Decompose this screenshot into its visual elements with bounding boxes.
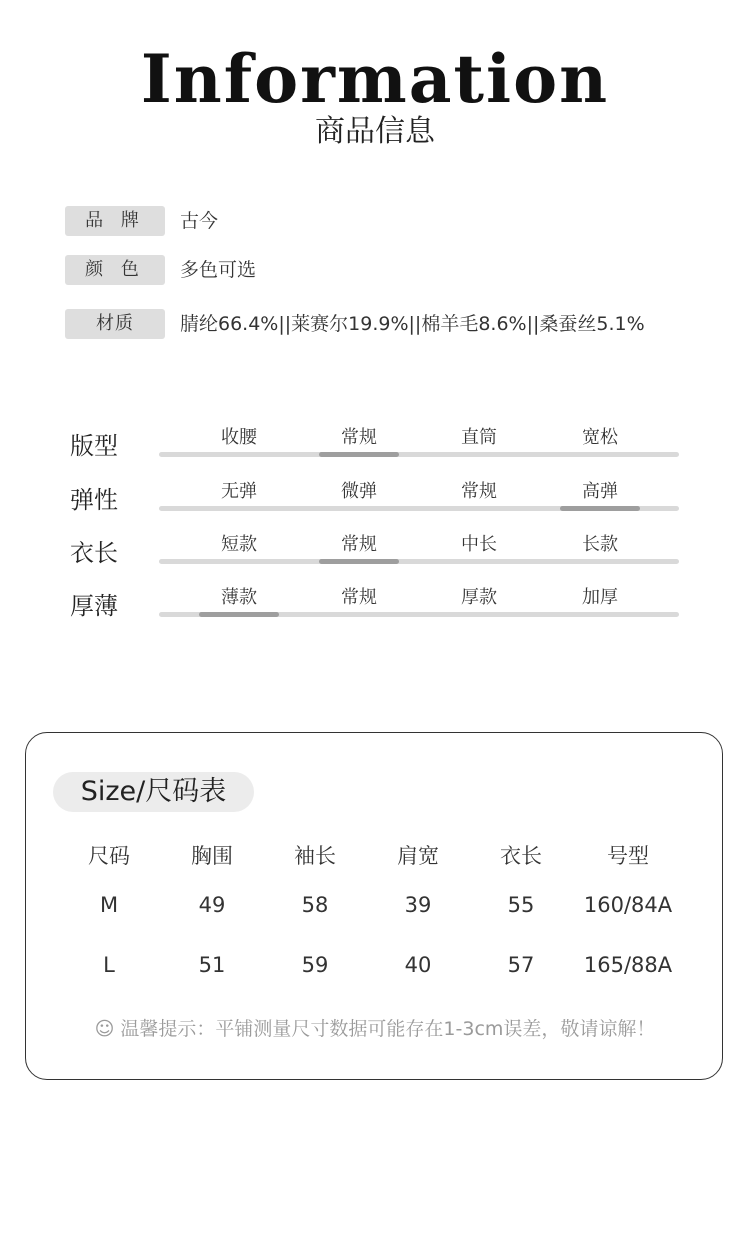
info-value-material: 腈纶66.4%||莱赛尔19.9%||棉羊毛8.6%||桑蚕丝5.1%	[180, 313, 645, 335]
table-header-cell: 衣长	[500, 844, 542, 868]
attribute-option: 中长	[461, 534, 497, 555]
attribute-label: 版型	[70, 432, 118, 460]
table-header-cell: 号型	[607, 844, 649, 868]
table-header-cell: 胸围	[191, 844, 233, 868]
attribute-option: 薄款	[221, 587, 257, 608]
attribute-label: 厚薄	[70, 592, 118, 620]
table-cell: 57	[507, 953, 535, 977]
table-cell: 51	[198, 953, 226, 977]
size-note: ☺ 温馨提示：平铺测量尺寸数据可能存在1-3cm误差，敬请谅解！	[94, 1018, 656, 1040]
table-cell: 58	[301, 893, 329, 917]
attribute-selected-marker	[319, 559, 399, 564]
table-cell: 55	[507, 893, 535, 917]
info-label-color: 颜 色	[65, 255, 165, 285]
attribute-option: 微弹	[341, 481, 377, 502]
table-cell: 59	[301, 953, 329, 977]
table-cell: L	[103, 953, 115, 977]
attribute-track	[159, 452, 679, 457]
table-header-cell: 尺码	[88, 844, 130, 868]
attribute-option: 宽松	[582, 427, 618, 448]
table-cell: 39	[404, 893, 432, 917]
attribute-selected-marker	[319, 452, 399, 457]
info-value-brand: 古今	[180, 210, 219, 232]
attribute-selected-marker	[199, 612, 279, 617]
attribute-option: 常规	[341, 427, 377, 448]
attribute-option: 短款	[221, 534, 257, 555]
title-cn: 商品信息	[315, 114, 435, 149]
table-header-cell: 袖长	[294, 844, 336, 868]
table-cell: 49	[198, 893, 226, 917]
attribute-label: 弹性	[70, 486, 118, 514]
attribute-option: 常规	[341, 587, 377, 608]
attribute-option: 无弹	[221, 481, 257, 502]
table-cell: M	[99, 893, 119, 917]
attribute-option: 厚款	[461, 587, 497, 608]
attribute-label: 衣长	[70, 539, 118, 567]
size-title-pill: Size/尺码表	[53, 772, 254, 812]
attribute-option: 常规	[461, 481, 497, 502]
info-value-color: 多色可选	[180, 259, 257, 281]
table-cell: 160/84A	[583, 893, 673, 917]
attribute-option: 加厚	[582, 587, 618, 608]
attribute-track	[159, 506, 679, 511]
attribute-option: 长款	[582, 534, 618, 555]
attribute-option: 直筒	[461, 427, 497, 448]
attribute-option: 收腰	[221, 427, 257, 448]
table-cell: 165/88A	[583, 953, 673, 977]
title-en: Information	[140, 40, 610, 118]
attribute-option: 常规	[341, 534, 377, 555]
table-header-cell: 肩宽	[397, 844, 439, 868]
attribute-option: 高弹	[582, 481, 618, 502]
info-label-material: 材质	[65, 309, 165, 339]
attribute-selected-marker	[560, 506, 640, 511]
attribute-track	[159, 559, 679, 564]
table-cell: 40	[404, 953, 432, 977]
info-label-brand: 品 牌	[65, 206, 165, 236]
attribute-track	[159, 612, 679, 617]
